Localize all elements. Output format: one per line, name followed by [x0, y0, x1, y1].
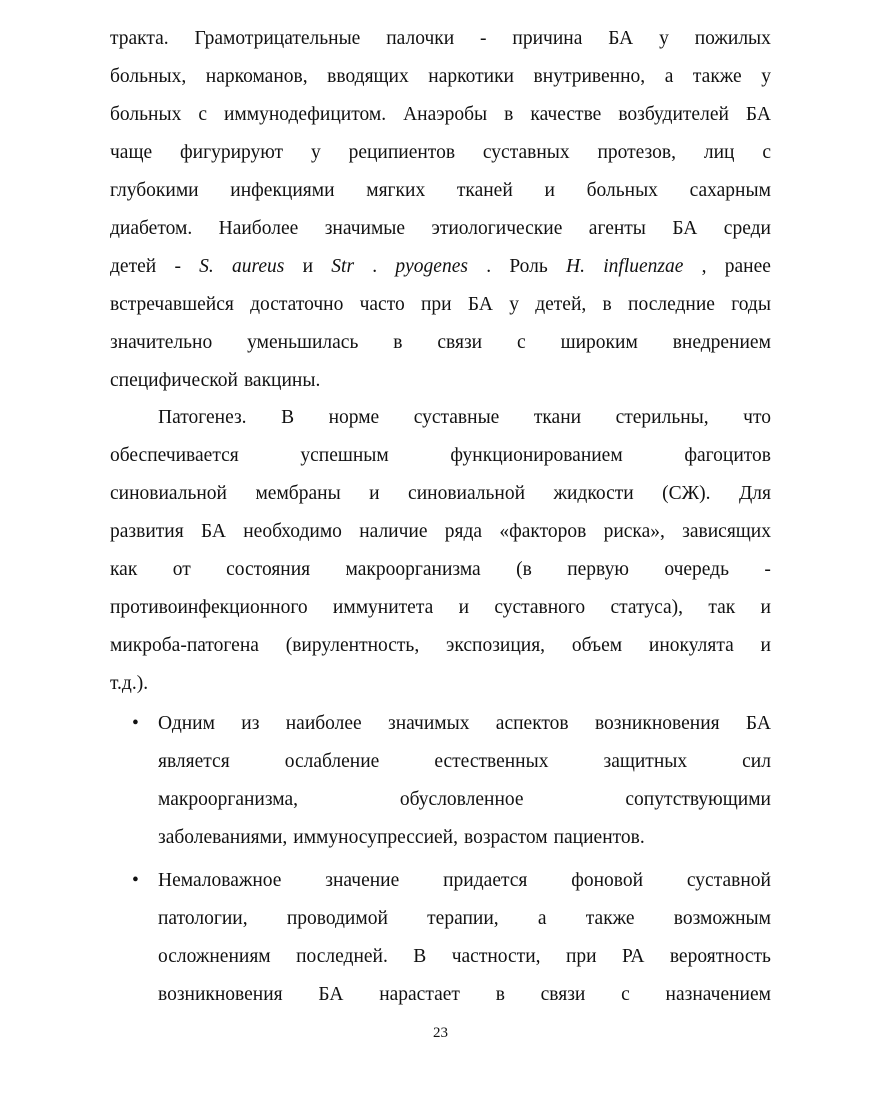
word: Роль [509, 256, 548, 277]
text-line [158, 980, 771, 1010]
word: инокулята [648, 635, 734, 656]
word: influenzae [603, 256, 684, 277]
word: значимых [388, 713, 470, 734]
word: необходимо [243, 521, 342, 542]
word: обусловленное [399, 789, 524, 810]
word: . [372, 256, 378, 277]
word: возрастом [464, 827, 548, 848]
text-line [110, 214, 771, 244]
word: агенты [588, 218, 646, 239]
text-line [110, 138, 771, 168]
word: с [762, 142, 771, 163]
text-line [158, 904, 771, 934]
word: макроорганизма, [158, 789, 299, 810]
word: противоинфекционного [110, 597, 308, 618]
word: и [369, 483, 380, 504]
word: значимые [324, 218, 406, 239]
word: Анаэробы [403, 104, 488, 125]
word: pyogenes [395, 256, 468, 277]
word: ослабление [284, 751, 380, 772]
word: S. [199, 256, 214, 277]
word: и [760, 635, 771, 656]
word: - [174, 256, 181, 277]
word: H. [566, 256, 585, 277]
bullet-marker: • [132, 870, 139, 891]
text-line [158, 866, 771, 896]
word: значительно [110, 332, 213, 353]
word: риска», [603, 521, 665, 542]
word: функционированием [450, 445, 623, 466]
word: заболеваниями, [158, 827, 288, 848]
word: . [486, 256, 492, 277]
text-line [110, 593, 771, 623]
word: лиц [703, 142, 735, 163]
word: как [110, 559, 138, 580]
word: фоновой [571, 870, 644, 891]
text-line [110, 252, 771, 282]
word: фигурируют [180, 142, 284, 163]
word: БА [608, 28, 634, 49]
word: иммунодефицитом. [223, 104, 387, 125]
word: сопутствующими [625, 789, 771, 810]
word: в [393, 332, 403, 353]
word: с [621, 984, 630, 1005]
word: диабетом. [110, 218, 193, 239]
word: специфической [110, 370, 238, 391]
word: успешным [300, 445, 389, 466]
word: макроорганизма [345, 559, 481, 580]
word: (в [516, 559, 532, 580]
word: из [241, 713, 260, 734]
word: инфекциями [230, 180, 335, 201]
word: у [659, 28, 669, 49]
word: суставного [494, 597, 586, 618]
word: последние [628, 294, 715, 315]
word: наркотики [428, 66, 514, 87]
word: частности, [451, 946, 541, 967]
word: защитных [603, 751, 688, 772]
word: жидкости [553, 483, 634, 504]
word: терапии, [427, 908, 499, 929]
word: синовиальной [110, 483, 227, 504]
word: осложнениям [158, 946, 271, 967]
word: широким [560, 332, 638, 353]
word: В [413, 946, 427, 967]
word: причина [512, 28, 583, 49]
word: естественных [434, 751, 549, 772]
word: Патогенез. [158, 407, 247, 428]
word: БА [672, 218, 698, 239]
word: внутривенно, [533, 66, 646, 87]
word: палочки [386, 28, 455, 49]
word: БА [318, 984, 344, 1005]
word: синовиальной [408, 483, 526, 504]
text-line [110, 669, 771, 699]
word: мягких [366, 180, 426, 201]
word: «факторов [499, 521, 587, 542]
word: и [302, 256, 314, 277]
word: с [198, 104, 207, 125]
word: наличие [359, 521, 428, 542]
word: обеспечивается [110, 445, 239, 466]
word: микроба-патогена [110, 635, 259, 656]
word: мембраны [255, 483, 341, 504]
word: РА [621, 946, 645, 967]
word: (СЖ). [662, 483, 711, 504]
word: реципиентов [348, 142, 456, 163]
word: от [172, 559, 191, 580]
text-line [110, 366, 771, 396]
text-line [110, 290, 771, 320]
word: придается [443, 870, 528, 891]
word: иммуносупрессией, [293, 827, 458, 848]
word: ткани [533, 407, 582, 428]
word: т.д.). [110, 673, 149, 694]
word: ряда [444, 521, 483, 542]
word: Одним [158, 713, 215, 734]
word: - [480, 28, 487, 49]
word: связи [540, 984, 586, 1005]
word: годы [731, 294, 771, 315]
word: возникновения [594, 713, 720, 734]
bullet-marker: • [132, 713, 139, 734]
word: пациентов. [553, 827, 645, 848]
text-line [158, 942, 771, 972]
text-line [158, 823, 771, 853]
word: при [565, 946, 597, 967]
word: БА [467, 294, 493, 315]
word: протезов, [597, 142, 676, 163]
word: и [544, 180, 555, 201]
word: при [421, 294, 452, 315]
word: Str [331, 256, 355, 277]
word: очередь [664, 559, 729, 580]
text-line [158, 403, 771, 433]
word: наиболее [285, 713, 362, 734]
word: суставных [482, 142, 570, 163]
text-line [110, 24, 771, 54]
text-line [158, 709, 771, 739]
word: является [158, 751, 230, 772]
word: что [743, 407, 771, 428]
text-line [110, 517, 771, 547]
word: также [692, 66, 742, 87]
word: фагоцитов [684, 445, 771, 466]
word: В [281, 407, 295, 428]
word: стерильны, [615, 407, 709, 428]
word: а [537, 908, 547, 929]
word: в [504, 104, 514, 125]
word: развития [110, 521, 184, 542]
word: больных, [110, 66, 187, 87]
word: больных [110, 104, 182, 125]
word: вводящих [327, 66, 409, 87]
word: первую [567, 559, 629, 580]
word: а [664, 66, 674, 87]
word: вероятность [669, 946, 771, 967]
word: (вирулентность, [285, 635, 420, 656]
word: сил [742, 751, 771, 772]
word: Немаловажное [158, 870, 282, 891]
word: достаточно [250, 294, 344, 315]
word: в [495, 984, 505, 1005]
text-line [110, 631, 771, 661]
word: больных [586, 180, 658, 201]
word: качестве [530, 104, 602, 125]
word: глубокими [110, 180, 199, 201]
word: и [760, 597, 771, 618]
word: тракта. [110, 28, 169, 49]
word: БА [745, 104, 771, 125]
word: детей [110, 256, 157, 277]
word: нарастает [379, 984, 460, 1005]
text-line [158, 785, 771, 815]
word: вакцины. [243, 370, 321, 391]
word: БА [745, 713, 771, 734]
text-line [110, 62, 771, 92]
word: среди [723, 218, 771, 239]
word: последней. [296, 946, 388, 967]
word: патологии, [158, 908, 248, 929]
word: тканей [456, 180, 513, 201]
word: объем [571, 635, 623, 656]
word: с [517, 332, 526, 353]
word: - [764, 559, 771, 580]
word: Наиболее [218, 218, 299, 239]
word: у [761, 66, 771, 87]
word: связи [437, 332, 483, 353]
text-line [110, 441, 771, 471]
word: уменьшилась [247, 332, 359, 353]
word: статуса), [610, 597, 683, 618]
word: чаще [110, 142, 153, 163]
word: проводимой [286, 908, 388, 929]
word: встречавшейся [110, 294, 234, 315]
word: назначением [665, 984, 771, 1005]
text-line [110, 100, 771, 130]
word: наркоманов, [205, 66, 308, 87]
word: ранее [724, 256, 771, 277]
word: состояния [226, 559, 311, 580]
text-line [110, 555, 771, 585]
word: аспектов [495, 713, 569, 734]
word: значение [325, 870, 400, 891]
word: БА [200, 521, 226, 542]
text-line [110, 328, 771, 358]
word: в [602, 294, 612, 315]
word: иммунитета [332, 597, 434, 618]
word: так [708, 597, 736, 618]
word: возможным [673, 908, 771, 929]
word: и [458, 597, 469, 618]
text-line [110, 479, 771, 509]
word: , [701, 256, 707, 277]
page-number: 23 [433, 1025, 448, 1041]
word: зависящих [682, 521, 771, 542]
word: норме [328, 407, 380, 428]
word: суставной [686, 870, 771, 891]
text-line [158, 747, 771, 777]
word: Грамотрицательные [194, 28, 361, 49]
word: экспозиция, [446, 635, 546, 656]
word: пожилых [694, 28, 771, 49]
word: часто [359, 294, 405, 315]
word: у [509, 294, 519, 315]
word: детей, [535, 294, 587, 315]
text-line [110, 176, 771, 206]
word: суставные [413, 407, 500, 428]
word: этиологические [431, 218, 563, 239]
word: Для [738, 483, 771, 504]
word: также [585, 908, 635, 929]
word: возбудителей [618, 104, 729, 125]
word: внедрением [672, 332, 771, 353]
word: у [310, 142, 321, 163]
word: возникновения [158, 984, 283, 1005]
word: сахарным [689, 180, 771, 201]
word: aureus [232, 256, 285, 277]
